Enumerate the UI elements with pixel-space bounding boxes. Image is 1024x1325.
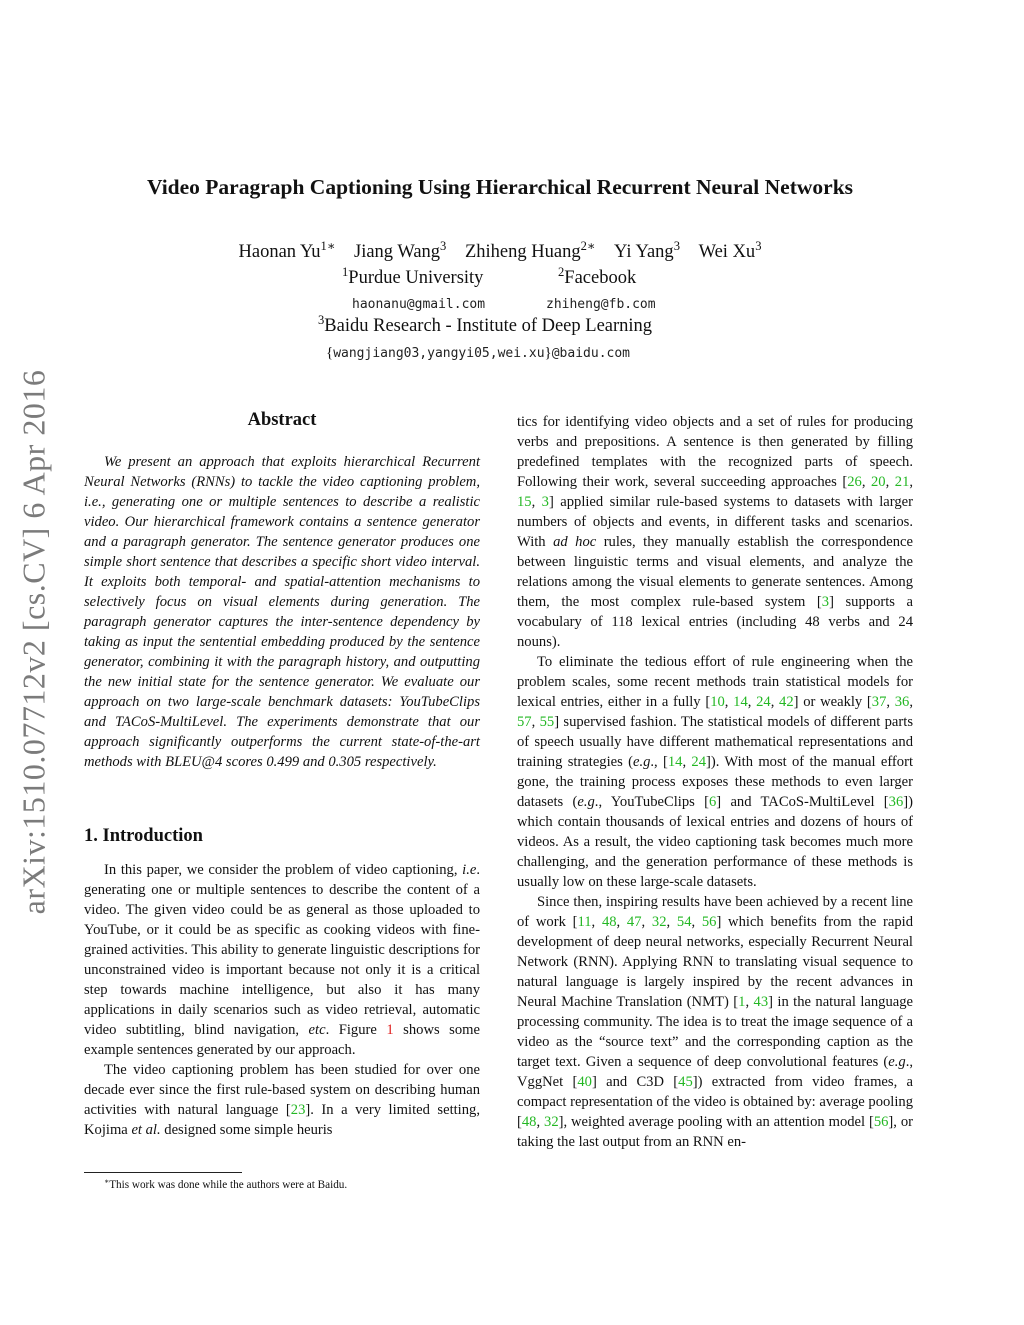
author: Zhiheng Huang$^{2∗}$ — [464, 238, 596, 262]
abstract-heading: Abstract — [247, 410, 317, 430]
citation-link[interactable]: 11 — [577, 914, 592, 930]
citation-link[interactable]: 14 — [733, 694, 748, 710]
author: Haonan $Yu^{1∗}$ — [238, 238, 336, 262]
citation-link[interactable]: 1 — [738, 994, 746, 1010]
citation-link[interactable]: 3 — [821, 594, 830, 610]
citation-link[interactable]: 6 — [708, 794, 717, 810]
citation-link[interactable]: 3 — [541, 494, 549, 510]
citation-link[interactable]: 47 — [626, 914, 642, 930]
email-baidu: {wangjiang03,yangyi05,wei.xu}@baidu.com — [326, 345, 631, 361]
intro-paragraph-1: In this paper, we consider the problem of video captioning, i.e. generating one or multiple sentences to describe the content of a video. The given video could be as general as those uploaded to YouTube, or it could be as specific as cooking videos with fine-grained activities. This ability to generate linguistic descriptions for unconstrained video is important because not only it is a critical step towards machine intelligence, but also it has many applications in daily scenarios such as video retrieval, automatic video subtitling, blind navigation, etc. Figure 1 shows some example sentences generated by our approach. — [84, 862, 480, 1058]
citation-link[interactable]: 48 — [521, 1114, 537, 1130]
affiliation-baidu: $^3$Baidu Research - Institute of Deep Learning — [318, 312, 653, 336]
citation-link[interactable]: 14 — [667, 754, 683, 770]
body-paragraph: To eliminate the tedious effort of rule engineering when the problem scales, some recent methods train statistical models for lexical entries, either in a fully [10, 14, 24, 42] or weakly [37, 36, 57, 55] supervised fashion. The statistical models of different parts of speech usually have different mathematical representations and training strategies (e.g., [14, 24]). With most of the manual effort gone, the training process exposes these methods to even larger datasets (e.g., YouTubeClips [6] and TACoS-MultiLevel [36]) which contain thousands of lexical entries and dozens of hours of videos. As a result, the video captioning task becomes much more challenging, and the generation performance of these methods is usually low on these large-scale datasets. — [517, 654, 914, 890]
right-column-body — [517, 412, 913, 1152]
arxiv-identifier-text: arXiv:1510.07712v2 [cs.CV] 6 Apr 2016 — [15, 369, 52, 915]
affiliation-purdue: $^1$Purdue University — [342, 264, 484, 288]
arxiv-identifier-stamp — [8, 352, 60, 932]
citation-link[interactable]: 24 — [756, 694, 771, 710]
citation-link[interactable]: 54 — [676, 914, 692, 930]
citation-link[interactable]: 43 — [753, 994, 769, 1010]
citation-link[interactable]: 36 — [888, 794, 904, 810]
citation-link[interactable]: 32 — [544, 1114, 559, 1130]
footnote: ∗This work was done while the authors were at Baidu. — [104, 1176, 348, 1191]
author-list — [150, 240, 850, 264]
citation-link[interactable]: 26 — [847, 474, 862, 490]
figure-reference[interactable]: 1 — [386, 1022, 394, 1038]
abstract-text: We present an approach that exploits hierarchical Recurrent Neural Networks (RNNs) to tackle the video captioning problem, i.e., generating one or multiple sentences to describe a realistic video. Our hierarchical framework contains a sentence generator and a paragraph generator. The sentence generator produces one simple short sentence that describes a specific short video interval. It exploits both temporal- and spatial-attention mechanisms to selectively focus on visual elements during generation. The paragraph generator captures the inter-sentence dependency by taking as input the sentential embedding produced by the sentence generator, combining it with the paragraph history, and outputting the new initial state for the sentence generator. We evaluate our approach on two large-scale benchmark datasets: YouTubeClips and TACoS-MultiLevel. The experiments demonstrate that our approach significantly outperforms the current state-of-the-art methods with BLEU@4 scores 0.499 and 0.305 respectively. — [84, 454, 480, 770]
section-heading-introduction: 1. Introduction — [84, 826, 203, 846]
left-column-body — [84, 860, 480, 1140]
author: Jiang Wang$^3$ — [354, 238, 447, 262]
citation-link[interactable]: 37 — [871, 694, 887, 710]
body-paragraph: tics for identifying video objects and a set of rules for producing verbs and prepositions. A sentence is then generated by filling predefined templates with the recognized parts of speech. Following their work, several succeeding approaches [26, 20, 21, 15, 3] applied similar rule-based systems to datasets with larger numbers of objects and events, in different tasks and scenarios. With ad hoc rules, they manually establish the correspondence between linguistic terms and visual elements, and analyze the relations among the visual elements to generate sentences. Among them, the most complex rule-based system [3] supports a vocabulary of 118 lexical entries (including 48 verbs and 24 nouns). — [517, 414, 914, 650]
citation-link[interactable]: 20 — [871, 474, 886, 490]
email-facebook: zhiheng@fb.com — [546, 297, 656, 312]
citation-link[interactable]: 55 — [539, 714, 555, 730]
citation-link[interactable]: 21 — [894, 474, 910, 490]
citation-link[interactable]: 36 — [894, 694, 910, 710]
intro-paragraph-2: The video captioning problem has been studied for over one decade ever since the first rule-based system on describing human activities with natural language [23]. In a very limited setting, Kojima et al. designed some simple heuris — [84, 1062, 480, 1138]
citation-link[interactable]: 42 — [779, 694, 794, 710]
affiliation-facebook: $^2$Facebook — [558, 264, 637, 288]
citation-link[interactable]: 45 — [678, 1074, 693, 1090]
body-paragraph: Since then, inspiring results have been achieved by a recent line of work [11, 48, 47, 32, 54, 56] which benefits from the rapid development of deep neural networks, especially Recurrent Neural Network (RNN). Applying RNN to translating visual sequence to natural language is largely inspired by the recent advances in Neural Machine Translation (NMT) [1, 43] in the natural language processing community. The idea is to treat the image sequence of a video as the “source text” and the corresponding caption as the target text. Given a sequence of deep convolutional features (e.g., VggNet [40] and C3D [45]) extracted from video frames, a compact representation of the video is obtained by: average pooling [48, 32], weighted average pooling with an attention model [56], or taking the last output from an RNN en- — [517, 894, 914, 1150]
email-purdue: haonanu@gmail.com — [352, 297, 486, 312]
citation-link[interactable]: 48 — [601, 914, 617, 930]
citation-link[interactable]: 15 — [517, 494, 532, 510]
citation-link[interactable]: 56 — [873, 1114, 889, 1130]
author: Yi Yang$^3$ — [614, 238, 680, 262]
citation-link[interactable]: 56 — [701, 914, 717, 930]
citation-link[interactable]: 10 — [710, 694, 725, 710]
citation-link[interactable]: 57 — [517, 714, 532, 730]
citation-link[interactable]: 23 — [290, 1102, 306, 1118]
citation-link[interactable]: 40 — [577, 1074, 592, 1090]
citation-link[interactable]: 24 — [691, 754, 707, 770]
author: Wei Xu$^3$ — [698, 238, 762, 262]
paper-title: Video Paragraph Captioning Using Hierarchical Recurrent Neural Networks — [146, 175, 854, 199]
citation-link[interactable]: 32 — [651, 914, 667, 930]
footnote-divider — [84, 1172, 242, 1173]
